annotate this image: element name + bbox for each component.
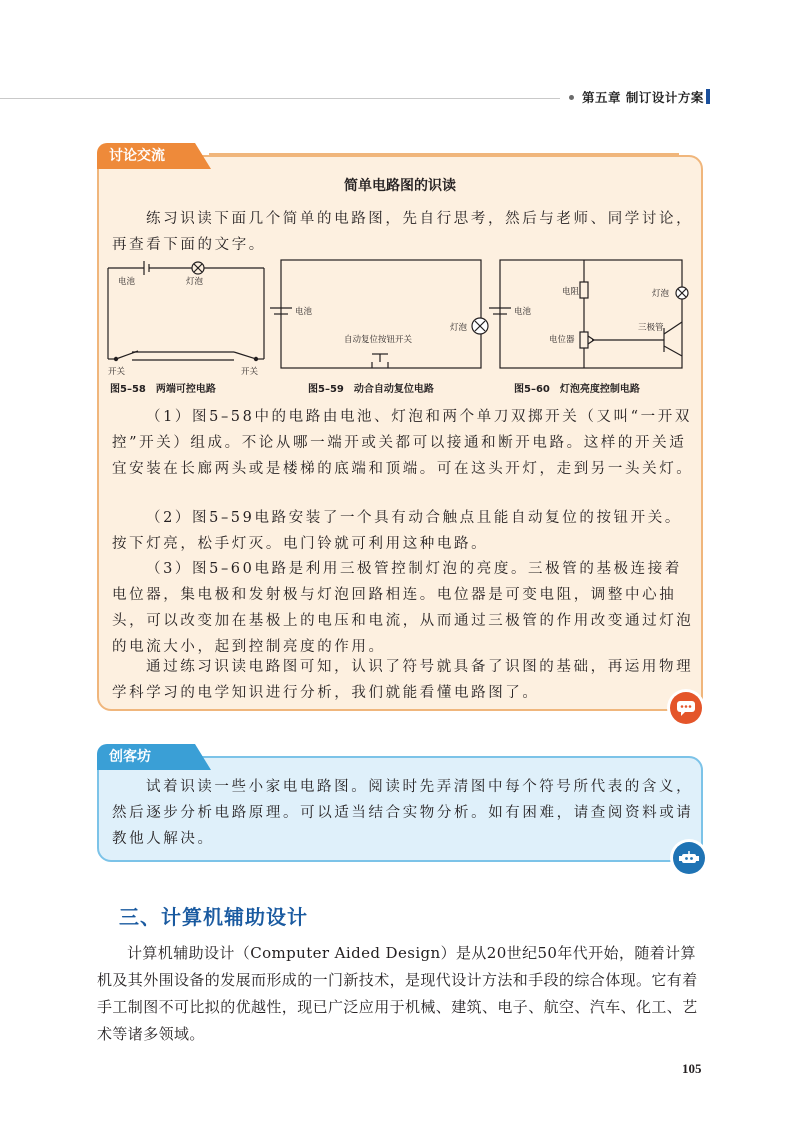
section-title: 三、计算机辅助设计	[119, 905, 308, 929]
chat-bubble-icon	[670, 692, 702, 724]
discussion-paragraph-2: （2）图5–59电路安装了一个具有动合触点且能自动复位的按钮开关。按下灯亮，松手灯灭。电门铃就可利用这种电路。	[112, 510, 682, 552]
fig60-bulb-label: 灯泡	[652, 289, 670, 299]
page-number: 105	[682, 1061, 702, 1076]
discussion-paragraph-3: （3）图5–60电路是利用三极管控制灯泡的亮度。三极管的基极连接着电位器，集电极和发射极与灯泡回路相连。电位器是可变电阻，调整中心抽头，可以改变加在基极上的电压和电流，从而通过三极管的作用改变通过灯泡的电流大小，起到控制亮度的作用。	[112, 561, 694, 655]
fig58-switch-right-label: 开关	[241, 367, 259, 377]
header-dot	[569, 95, 574, 100]
create-tab-line	[209, 756, 679, 758]
fig60-transistor-label: 三极管	[638, 323, 664, 333]
discussion-title: 简单电路图的识读	[344, 178, 456, 194]
chapter-header: 第五章 制订设计方案	[582, 90, 704, 105]
fig60-potentiometer-label: 电位器	[549, 335, 575, 345]
fig60-battery-label: 电池	[514, 307, 532, 317]
create-text: 试着识读一些小家电电路图。阅读时先弄清图中每个符号所代表的含义，然后逐步分析电路原理。可以适当结合实物分析。如有困难，请查阅资料或请教他人解决。	[112, 779, 694, 847]
figure-5-58	[108, 261, 264, 361]
discussion-tab: 讨论交流	[97, 143, 195, 169]
fig58-bulb-label: 灯泡	[186, 277, 204, 287]
create-tab: 创客坊	[97, 744, 195, 770]
fig60-resistor-label: 电阻	[562, 287, 580, 297]
fig59-caption: 图5–59 动合自动复位电路	[308, 384, 434, 395]
fig59-battery-label: 电池	[295, 307, 313, 317]
discussion-tab-line	[209, 153, 679, 155]
fig58-caption: 图5–58 两端可控电路	[110, 384, 216, 395]
header-rule	[0, 98, 560, 99]
fig58-switch-left-label: 开关	[108, 367, 126, 377]
robot-icon	[673, 842, 705, 874]
fig59-bulb-label: 灯泡	[450, 323, 468, 333]
circuit-figures	[104, 256, 694, 398]
chapter-marker	[706, 89, 710, 104]
fig58-battery-label: 电池	[118, 277, 136, 287]
discussion-paragraph-1: （1）图5–58中的电路由电池、灯泡和两个单刀双掷开关（又叫“一开双控”开关）组成。不论从哪一端开或关都可以接通和断开电路。这样的开关适宜安装在长廊两头或是楼梯的底端和顶端。可在这头开灯，走到另一头关灯。	[112, 409, 694, 477]
fig60-caption: 图5–60 灯泡亮度控制电路	[514, 384, 640, 395]
fig59-button-label: 自动复位按钮开关	[344, 335, 413, 345]
discussion-paragraph-4: 通过练习识读电路图可知，认识了符号就具备了识图的基础，再运用物理学科学习的电学知识进行分析，我们就能看懂电路图了。	[112, 659, 694, 701]
section-body: 计算机辅助设计（Computer Aided Design）是从20世纪50年代开始，随着计算机及其外围设备的发展而形成的一门新技术，是现代设计方法和手段的综合体现。它有着手工制图不可比拟的优越性，现已广泛应用于机械、建筑、电子、航空、汽车、化工、艺术等诸多领域。	[97, 944, 698, 1043]
discussion-intro: 练习识读下面几个简单的电路图，先自行思考，然后与老师、同学讨论，再查看下面的文字。	[112, 211, 694, 253]
